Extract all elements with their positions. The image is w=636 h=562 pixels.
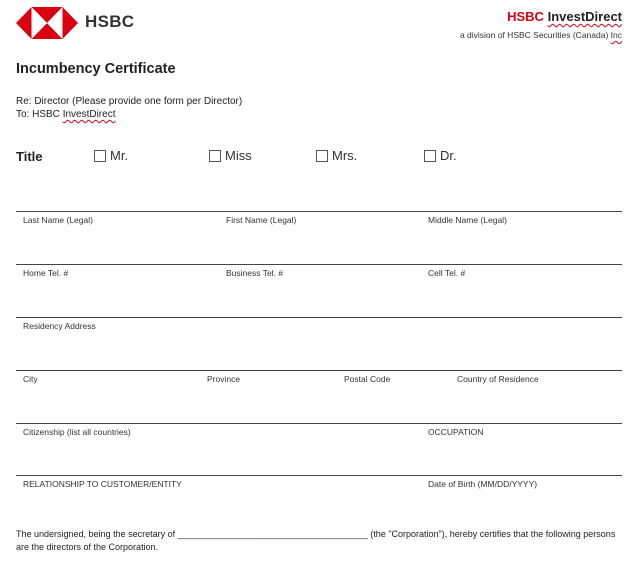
citizenship-label: Citizenship (list all countries) [23, 427, 131, 437]
title-label: Title [16, 149, 43, 164]
business-tel-label: Business Tel. # [226, 268, 284, 278]
logo-text: HSBC [85, 12, 135, 31]
hsbc-logo-icon [16, 7, 78, 39]
country-label: Country of Residence [457, 374, 539, 384]
first-name-label: First Name (Legal) [226, 215, 297, 225]
city-label: City [23, 374, 38, 384]
title-option-miss[interactable] [209, 148, 252, 163]
to-prefix: To: HSBC [16, 109, 60, 120]
home-tel-label: Home Tel. # [23, 268, 69, 278]
miss-label: Miss [225, 148, 252, 163]
miss-checkbox[interactable] [209, 150, 221, 162]
dob-label: Date of Birth (MM/DD/YYYY) [428, 479, 538, 489]
cell-tel-label: Cell Tel. # [428, 268, 466, 278]
to-line [16, 109, 115, 120]
title-option-mr[interactable] [94, 148, 128, 163]
to-investdirect: InvestDirect [62, 109, 116, 120]
title-option-mrs[interactable] [316, 148, 357, 163]
middle-name-label: Middle Name (Legal) [428, 215, 507, 225]
city-row-line[interactable] [16, 370, 622, 371]
division-inc: Inc [610, 30, 622, 40]
relationship-label: RELATIONSHIP TO CUSTOMER/ENTITY [23, 479, 182, 489]
page-title: Incumbency Certificate [16, 61, 176, 77]
postal-code-label: Postal Code [344, 374, 391, 384]
re-line: Re: Director (Please provide one form per Director) [16, 96, 243, 107]
mr-label: Mr. [110, 148, 129, 163]
province-label: Province [207, 374, 241, 384]
division-line [460, 30, 622, 40]
mrs-label: Mrs. [332, 148, 358, 163]
dr-label: Dr. [440, 148, 457, 163]
division-prefix: a division of HSBC Securities (Canada) [459, 30, 609, 40]
name-row-line[interactable] [16, 211, 622, 212]
certification-text: The undersigned, being the secretary of ______________________________________ (the "Corporation"), hereby certifies that the following persons are the directors of the Corporation. [16, 529, 616, 552]
last-name-label: Last Name (Legal) [23, 215, 93, 225]
brand-name [507, 9, 622, 24]
address-row-line[interactable] [16, 317, 622, 318]
residency-address-label: Residency Address [23, 321, 96, 331]
citizenship-row-line[interactable] [16, 423, 622, 424]
relationship-row-line[interactable] [16, 475, 622, 476]
occupation-label: OCCUPATION [428, 427, 484, 437]
dr-checkbox[interactable] [424, 150, 436, 162]
title-option-dr[interactable] [424, 148, 457, 163]
mrs-checkbox[interactable] [316, 150, 328, 162]
mr-checkbox[interactable] [94, 150, 106, 162]
phone-row-line[interactable] [16, 264, 622, 265]
brand-investdirect: InvestDirect [547, 9, 622, 24]
brand-hsbc: HSBC [507, 9, 544, 24]
